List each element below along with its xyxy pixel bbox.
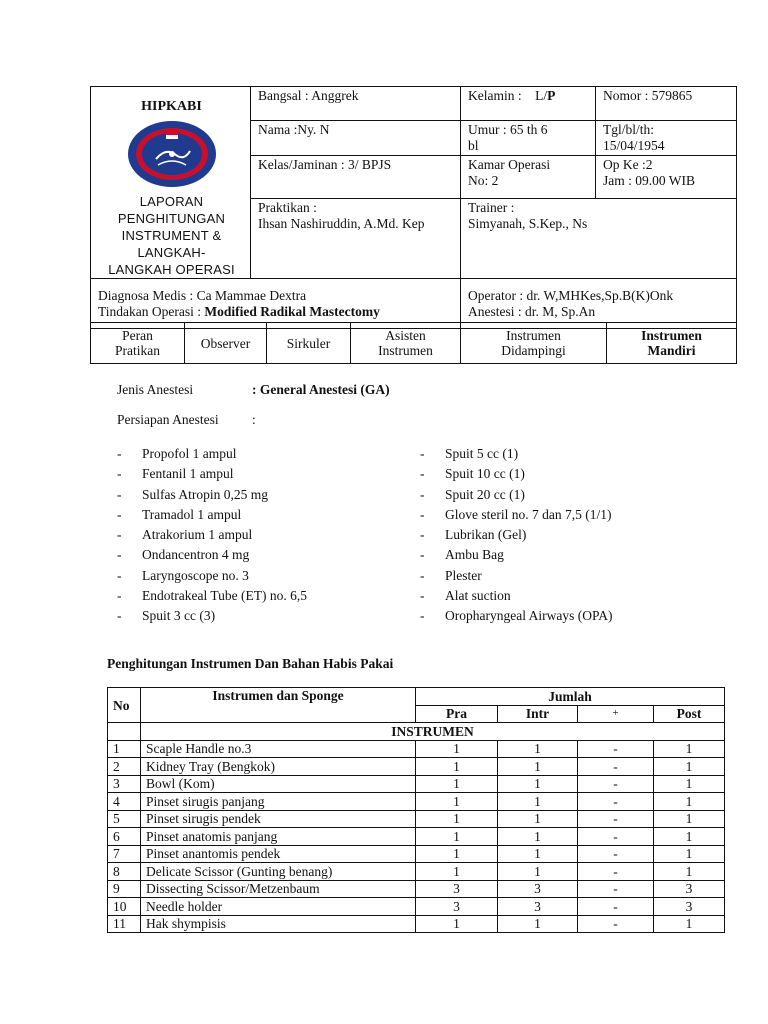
row-post: 1 xyxy=(654,810,725,828)
jenis-anestesi-row: Jenis Anestesi : General Anestesi (GA) xyxy=(117,382,390,397)
list-item: - Oropharyngeal Airways (OPA) xyxy=(420,608,613,624)
row-name: Dissecting Scissor/Metzenbaum xyxy=(141,880,416,898)
row-plus: - xyxy=(578,775,654,793)
row-intr: 3 xyxy=(498,880,578,898)
persiapan-anestesi-row: Persiapan Anestesi : xyxy=(117,412,256,427)
list-item: - Ambu Bag xyxy=(420,547,504,563)
row-plus: - xyxy=(578,810,654,828)
row-pra: 1 xyxy=(416,740,498,758)
row-no: 10 xyxy=(108,898,141,916)
row-no: 3 xyxy=(108,775,141,793)
row-pra: 3 xyxy=(416,880,498,898)
kelamin-cell: Kelamin : L/P xyxy=(461,87,596,121)
kamar-cell: Kamar Operasi No: 2 xyxy=(461,155,596,198)
row-plus: - xyxy=(578,880,654,898)
role-sirkuler: Sirkuler xyxy=(267,323,351,364)
row-name: Kidney Tray (Bengkok) xyxy=(141,758,416,776)
row-no: 11 xyxy=(108,915,141,933)
list-item: - Glove steril no. 7 dan 7,5 (1/1) xyxy=(420,506,612,522)
list-item: - Alat suction xyxy=(420,588,511,604)
role-didampingi: Instrumen Didampingi xyxy=(461,323,607,364)
role-observer: Observer xyxy=(185,323,267,364)
instrument-rows xyxy=(108,740,725,933)
row-intr: 1 xyxy=(498,845,578,863)
row-post: 1 xyxy=(654,863,725,881)
trainer-cell: Trainer : Simyanah, S.Kep., Ns xyxy=(461,198,737,278)
nomor-cell: Nomor : 579865 xyxy=(596,87,737,121)
row-no: 4 xyxy=(108,793,141,811)
list-item: - Laryngoscope no. 3 xyxy=(117,567,249,583)
role-peran: Peran Pratikan xyxy=(91,323,185,364)
table-row xyxy=(108,740,725,758)
header-no: No xyxy=(108,688,141,723)
row-plus: - xyxy=(578,898,654,916)
row-plus: - xyxy=(578,828,654,846)
row-post: 1 xyxy=(654,793,725,811)
list-item: - Plester xyxy=(420,567,482,583)
praktikan-cell: Praktikan : Ihsan Nashiruddin, A.Md. Kep xyxy=(251,198,461,278)
row-name: Bowl (Kom) xyxy=(141,775,416,793)
row-pra: 1 xyxy=(416,793,498,811)
instrument-count-table xyxy=(107,687,725,933)
umur-cell: Umur : 65 th 6 bl xyxy=(461,120,596,155)
table-row xyxy=(108,775,725,793)
list-item: - Spuit 10 cc (1) xyxy=(420,466,525,482)
row-plus: - xyxy=(578,793,654,811)
row-plus: - xyxy=(578,915,654,933)
kelas-cell: Kelas/Jaminan : 3/ BPJS xyxy=(251,155,461,198)
row-pra: 3 xyxy=(416,898,498,916)
role-mandiri: Instrumen Mandiri xyxy=(607,323,737,364)
table-row xyxy=(108,845,725,863)
row-no: 8 xyxy=(108,863,141,881)
row-pra: 1 xyxy=(416,775,498,793)
table-row xyxy=(108,828,725,846)
table-row xyxy=(108,915,725,933)
row-name: Delicate Scissor (Gunting benang) xyxy=(141,863,416,881)
row-no: 6 xyxy=(108,828,141,846)
table-row xyxy=(108,898,725,916)
row-post: 3 xyxy=(654,898,725,916)
row-intr: 1 xyxy=(498,740,578,758)
tgl-cell: Tgl/bl/th: 15/04/1954 xyxy=(596,120,737,155)
org-name: HIPKABI xyxy=(141,99,202,114)
row-pra: 1 xyxy=(416,758,498,776)
patient-header-table xyxy=(90,86,737,329)
row-name: Hak shympisis xyxy=(141,915,416,933)
row-intr: 1 xyxy=(498,828,578,846)
list-item: - Endotrakeal Tube (ET) no. 6,5 xyxy=(117,588,307,604)
row-intr: 3 xyxy=(498,898,578,916)
list-item: - Spuit 5 cc (1) xyxy=(420,446,519,461)
list-item: - Spuit 20 cc (1) xyxy=(420,486,525,502)
row-post: 1 xyxy=(654,740,725,758)
row-name: Pinset sirugis pendek xyxy=(141,810,416,828)
list-item: - Ondancentron 4 mg xyxy=(117,547,250,563)
list-item: - Atrakorium 1 ampul xyxy=(117,527,253,543)
operator-cell: Operator : dr. W,MHKes,Sp.B(K)Onk Anestesi : dr. M, Sp.An xyxy=(461,279,737,329)
opke-cell: Op Ke :2 Jam : 09.00 WIB xyxy=(596,155,737,198)
list-item: - Tramadol 1 ampul xyxy=(117,506,242,522)
header-name: Instrumen dan Sponge xyxy=(141,688,416,723)
hipkabi-emblem-icon xyxy=(126,119,218,189)
row-pra: 1 xyxy=(416,863,498,881)
row-intr: 1 xyxy=(498,863,578,881)
row-pra: 1 xyxy=(416,845,498,863)
header-plus: + xyxy=(578,705,654,723)
prep-list-right xyxy=(420,445,720,628)
row-name: Scaple Handle no.3 xyxy=(141,740,416,758)
row-intr: 1 xyxy=(498,775,578,793)
list-item: - Spuit 3 cc (3) xyxy=(117,608,216,624)
row-name: Pinset anantomis pendek xyxy=(141,845,416,863)
anesthesia-block xyxy=(117,382,390,442)
row-intr: 1 xyxy=(498,810,578,828)
row-post: 1 xyxy=(654,775,725,793)
role-asisten: Asisten Instrumen xyxy=(351,323,461,364)
row-intr: 1 xyxy=(498,758,578,776)
table-row xyxy=(108,793,725,811)
group-instrumen: INSTRUMEN xyxy=(141,723,725,741)
row-plus: - xyxy=(578,863,654,881)
row-post: 1 xyxy=(654,915,725,933)
prep-list-left xyxy=(117,445,417,628)
header-pra: Pra xyxy=(416,705,498,723)
diagnosa-cell: Diagnosa Medis : Ca Mammae Dextra Tindakan Operasi : Modified Radikal Mastectomy xyxy=(91,279,461,329)
row-name: Pinset sirugis panjang xyxy=(141,793,416,811)
row-plus: - xyxy=(578,758,654,776)
row-name: Pinset anatomis panjang xyxy=(141,828,416,846)
row-no: 9 xyxy=(108,880,141,898)
row-post: 1 xyxy=(654,758,725,776)
header-jumlah: Jumlah xyxy=(416,688,725,706)
table-row xyxy=(108,758,725,776)
row-no: 7 xyxy=(108,845,141,863)
row-post: 1 xyxy=(654,828,725,846)
list-item: - Fentanil 1 ampul xyxy=(117,466,234,482)
header-intr: Intr xyxy=(498,705,578,723)
table-row xyxy=(108,863,725,881)
list-item: - Propofol 1 ampul xyxy=(117,446,237,461)
row-intr: 1 xyxy=(498,793,578,811)
row-name: Needle holder xyxy=(141,898,416,916)
logo-cell xyxy=(91,87,251,279)
table-row xyxy=(108,810,725,828)
row-pra: 1 xyxy=(416,828,498,846)
row-pra: 1 xyxy=(416,810,498,828)
nama-cell: Nama :Ny. N xyxy=(251,120,461,155)
table-row xyxy=(108,880,725,898)
row-plus: - xyxy=(578,740,654,758)
row-intr: 1 xyxy=(498,915,578,933)
row-post: 1 xyxy=(654,845,725,863)
role-table xyxy=(90,322,737,364)
row-post: 3 xyxy=(654,880,725,898)
list-item: - Lubrikan (Gel) xyxy=(420,527,527,543)
row-plus: - xyxy=(578,845,654,863)
bangsal-cell: Bangsal : Anggrek xyxy=(251,87,461,121)
kelamin-value: L/P xyxy=(535,88,556,103)
row-pra: 1 xyxy=(416,915,498,933)
list-item: - Sulfas Atropin 0,25 mg xyxy=(117,486,269,502)
row-no: 2 xyxy=(108,758,141,776)
header-post: Post xyxy=(654,705,725,723)
row-no: 5 xyxy=(108,810,141,828)
report-title: LAPORAN PENGHITUNGAN INSTRUMENT & LANGKAH- LANGKAH OPERASI xyxy=(108,194,235,277)
row-no: 1 xyxy=(108,740,141,758)
section-title: Penghitungan Instrumen Dan Bahan Habis Pakai xyxy=(107,656,394,671)
